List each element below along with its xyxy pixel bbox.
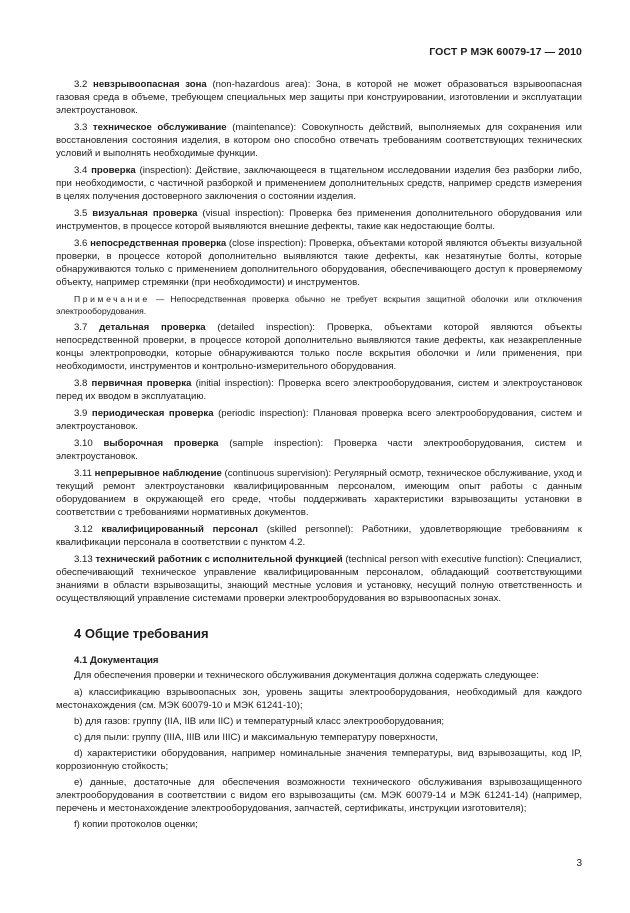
term-3-8: 3.8 первичная проверка (initial inspection): Проверка всего электрооборудования, систем и электроустановок перед их вводом в эксплуатацию. (56, 378, 582, 402)
term-3-13: 3.13 технический работник с исполнительной функцией (technical person with executive function): Специалист, обеспечивающий техническое управление квалифицированным персоналом, обладающий соответствующими знаниями в области взрывозащиты, знающий местные условия и установку, несущий полную ответственность и осуществляющий управление системами проверки электрооборудования во взрывоопасных зонах. (56, 554, 583, 604)
term-name: детальная проверка (99, 322, 206, 333)
term-3-10: 3.10 выборочная проверка (sample inspection): Проверка части электрооборудования, систем и электроустановок. (56, 438, 583, 462)
page-number: 3 (576, 858, 582, 869)
term-3-7: 3.7 детальная проверка (detailed inspection): Проверка, объектами которой являются объекты непосредственной проверки, в процессе которой дополнительно выявляются такие дефекты, как незакрепленные концы электропроводки, которые обнаруживаются только после вскрытия оболочки и /или применения, при необходимости, инструментов и контрольно-измерительного оборудования. (56, 322, 582, 372)
list-item: d) характеристики оборудования, например номинальные значения температуры, вид взрывозащиты, код IP, коррозионную стойкость; (56, 748, 582, 772)
term-name: выборочная проверка (103, 438, 219, 449)
term-name: первичная проверка (91, 378, 192, 389)
subsection-heading: 4.1 Документация (74, 655, 159, 666)
list-item: e) данные, достаточные для обеспечения возможности технического обслуживания взрывозащищенного электрооборудования в соответствии с видом его взрывозащиты (см. МЭК 60079-14 и МЭК 61241-14) (например, перечень и местонахождение электрооборудования, запчастей, сертификаты, инструкции изготовителя); (56, 777, 582, 814)
section-heading: 4 Общие требования (74, 626, 209, 641)
term-name: невзрывоопасная зона (93, 79, 207, 90)
section-intro: Для обеспечения проверки и технического обслуживания документация должна содержать следующее: (74, 670, 539, 681)
term-3-4: 3.4 проверка (inspection): Действие, заключающееся в тщательном исследовании изделия без разборки либо, при необходимости, с частичной разборкой и применением дополнительных средств, например средств измерения в целях получения достоверного заключения о состоянии изделия. (56, 165, 582, 202)
term-name: проверка (91, 165, 136, 176)
term-name: непрерывное наблюдение (94, 468, 222, 479)
term-3-3: 3.3 техническое обслуживание (maintenance): Совокупность действий, выполняемых для сохранения или восстановления состояния изделия, в котором оно способно отвечать требованиям соответствующих технических условий и выполнять необходимые функции. (56, 122, 583, 159)
term-3-11: 3.11 непрерывное наблюдение (continuous supervision): Регулярный осмотр, техническое обслуживание, уход и текущий ремонт электроустановки квалифицированным персоналом, имеющим опыт работы с данным оборудованием в окружающей его среде, чтобы поддерживать характеристики взрывозащиты установки в соответствии с требованиями нормативных документов. (56, 468, 582, 518)
term-3-6: 3.6 непосредственная проверка (close inspection): Проверка, объектами которой являются объекты визуальной проверки, в процессе которой дополнительно выявляются такие дефекты, как незатянутые болты, которые обнаруживаются только с применением дополнительного оборудования, обеспечивающего доступ к проверяемому объекту, например стремянки (при необходимости) и инструментов. (56, 238, 582, 288)
term-3-5: 3.5 визуальная проверка (visual inspection): Проверка без применения дополнительного оборудования или инструментов, в процессе которой выявляются внешние дефекты, такие как недостающие болты. (56, 208, 583, 232)
document-body (56, 78, 582, 834)
term-3-2: 3.2 невзрывоопасная зона (non-hazardous area): Зона, в которой не может образоваться взрывоопасная газовая среда в объеме, требующем специальных мер защиты при конструировании, изготовлении и эксплуатации электроустановок. (56, 79, 582, 116)
term-name: техническое обслуживание (92, 122, 227, 133)
term-name: визуальная проверка (92, 208, 198, 219)
term-name: квалифицированный персонал (101, 524, 259, 535)
list-item: c) для пыли: группу (IIIA, IIIB или IIIC) и максимальную температуру поверхности, (74, 732, 438, 743)
list-item: a) классификацию взрывоопасных зон, уровень защиты электрооборудования, необходимый для каждого местонахождения (см. МЭК 60079-10 и МЭК 61241-10); (56, 687, 582, 711)
term-name: технический работник с исполнительной функцией (95, 554, 343, 565)
page-header: ГОСТ Р МЭК 60079-17 — 2010 (429, 46, 582, 58)
note-label: Примечание (74, 294, 150, 304)
term-3-9: 3.9 периодическая проверка (periodic inspection): Плановая проверка всего электрооборудования, систем и электроустановок. (56, 408, 582, 432)
list-item: f) копии протоколов оценки; (74, 819, 198, 830)
term-3-12: 3.12 квалифицированный персонал (skilled personnel): Работники, удовлетворяющие требованиям к квалификации персонала в соответствии с пунктом 4.2. (56, 524, 583, 548)
list-item: b) для газов: группу (IIA, IIB или IIC) и температурный класс электрооборудования; (74, 716, 445, 727)
term-name: периодическая проверка (91, 408, 214, 419)
term-name: непосредственная проверка (90, 238, 227, 249)
note: Примечание — Непосредственная проверка обычно не требует вскрытия защитной оболочки или отключения электрооборудования. (56, 294, 582, 316)
